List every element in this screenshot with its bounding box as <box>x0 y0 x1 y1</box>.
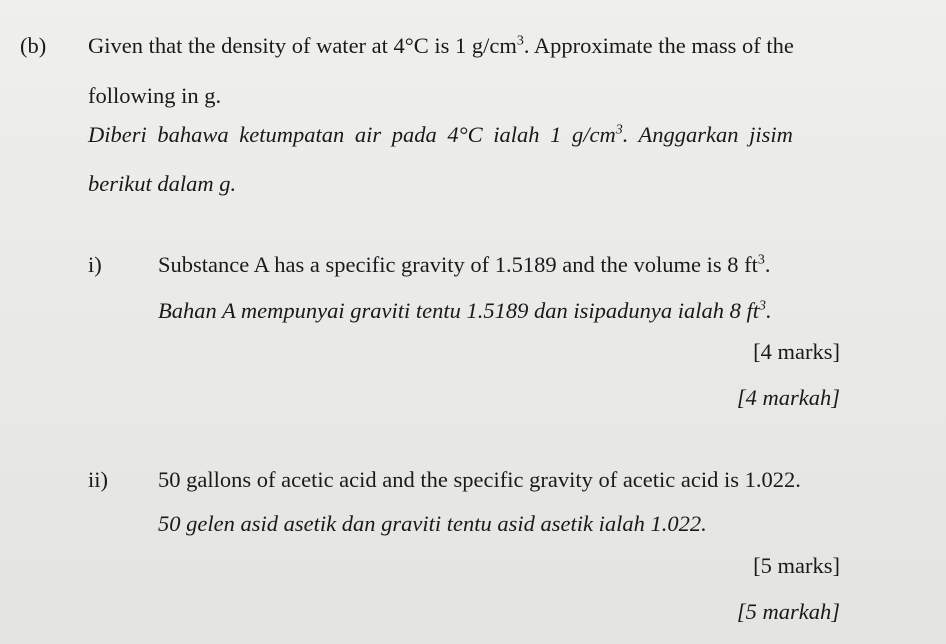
intro-malay-line-2: berikut dalam g. <box>88 171 237 196</box>
part-i-marks-english: [4 marks] <box>753 339 840 364</box>
part-ii-label: ii) <box>88 467 108 492</box>
intro-english-line-1: Given that the density of water at 4°C is 1 $g/cm^3$. Approximate the mass of the <box>88 33 794 58</box>
question-label: (b) <box>20 33 47 58</box>
part-ii-text-english: 50 gallons of acetic acid and the specific gravity of acetic acid is 1.022. <box>158 467 801 492</box>
intro-english-line-2: following in g. <box>88 83 222 108</box>
part-ii-text-malay: 50 gelen asid asetik dan graviti tentu asid asetik ialah 1.022. <box>158 511 707 536</box>
part-i-text-english: Substance A has a specific gravity of 1.5189 and the volume is 8 $ft^3$. <box>158 252 771 277</box>
part-i-text-malay: Bahan A mempunyai graviti tentu 1.5189 dan isipadunya ialah 8 $ft^3$. <box>158 298 772 323</box>
intro-malay-line-1: Diberi bahawa ketumpatan air pada 4°C ialah 1 $g/cm^3$. Anggarkan jisim <box>88 122 793 147</box>
part-ii-marks-malay: [5 markah] <box>736 599 840 624</box>
part-ii-marks-english: [5 marks] <box>753 553 840 578</box>
part-i-marks-malay: [4 markah] <box>736 385 840 410</box>
part-i-label: i) <box>88 252 102 277</box>
